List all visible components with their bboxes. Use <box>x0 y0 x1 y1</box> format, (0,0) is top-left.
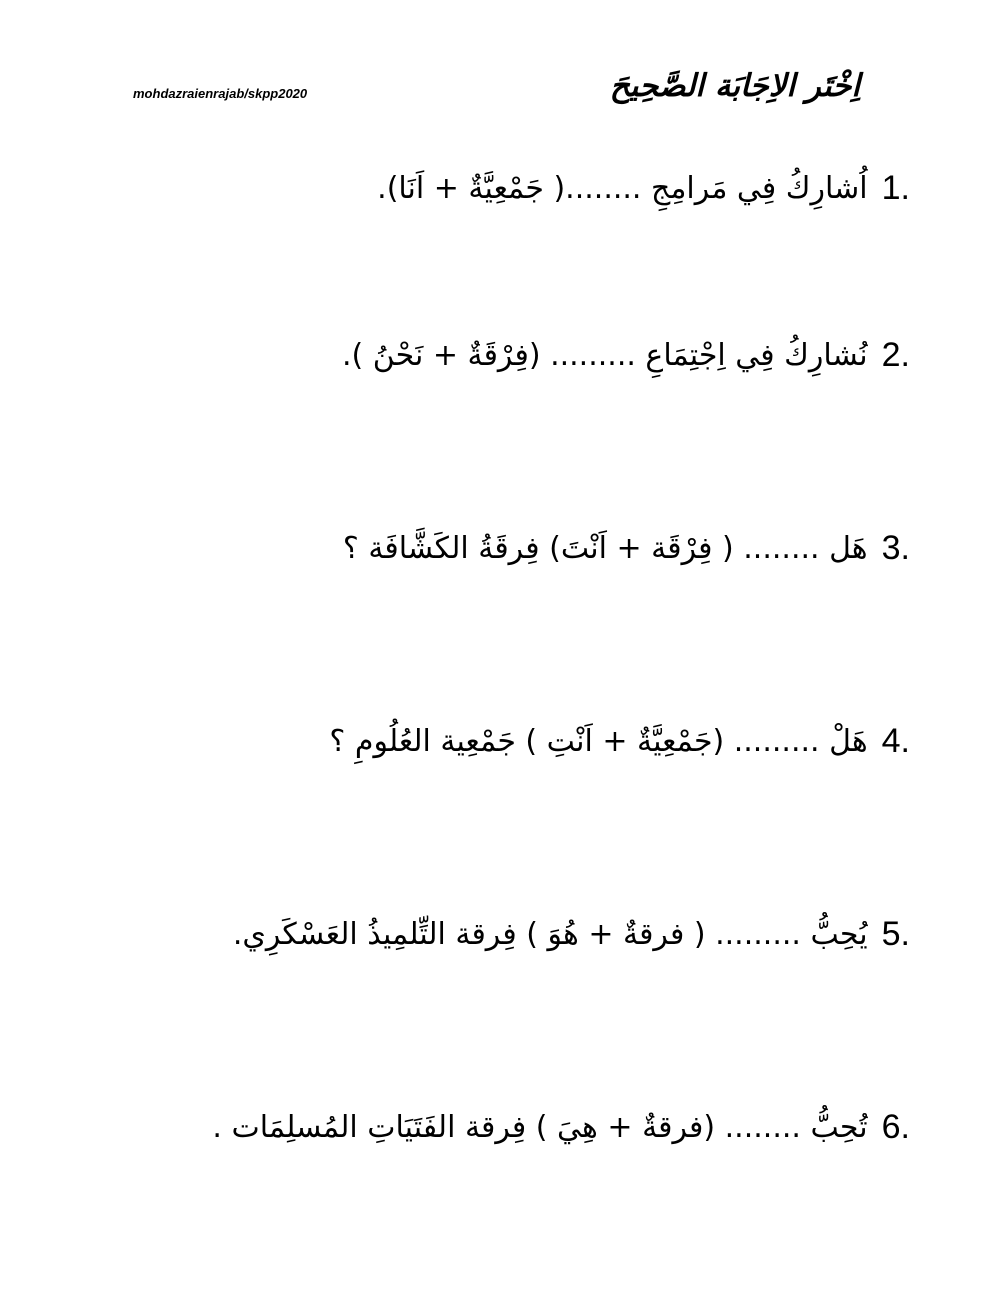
question-text: يُحِبُّ ......... ( فرقةٌ + هُوَ ) فِرقة التِّلمِيذُ العَسْكَرِي. <box>232 916 868 952</box>
question-text: تُحِبُّ ........ (فرقةٌ + هِيَ ) فِرقة الفَتَيَاتِ المُسلِمَات . <box>212 1109 868 1145</box>
question-item <box>233 904 910 964</box>
question-item <box>342 325 910 385</box>
question-number: 6. <box>881 1107 910 1146</box>
question-item <box>343 518 910 578</box>
question-text: اُشارِكُ فِي مَرامِجِ ........( جَمْعِيَّةٌ + اَنَا). <box>377 170 868 206</box>
question-number: 3. <box>881 528 910 567</box>
question-number: 4. <box>881 721 910 760</box>
question-number: 2. <box>881 335 910 374</box>
question-text: نُشارِكُ فِي اِجْتِمَاعِ ......... (فِرْقَةٌ + نَحْنُ ). <box>341 337 868 373</box>
question-item <box>377 158 910 218</box>
question-text: هَل ........ ( فِرْقَة + اَنْتَ) فِرقَةُ الكَشَّافَة ؟ <box>342 530 868 566</box>
question-item <box>329 711 910 771</box>
question-number: 1. <box>881 168 910 207</box>
question-text: هَلْ ......... (جَمْعِيَّةٌ + اَنْتِ ) جَمْعِية العُلُومِ ؟ <box>329 723 868 759</box>
watermark: mohdazraienrajab/skpp2020 <box>133 86 308 101</box>
page-title: اِخْتَر الاِجَابَة الصَّحِيحَ <box>609 68 860 104</box>
question-number: 5. <box>881 914 910 953</box>
question-item <box>212 1097 910 1157</box>
